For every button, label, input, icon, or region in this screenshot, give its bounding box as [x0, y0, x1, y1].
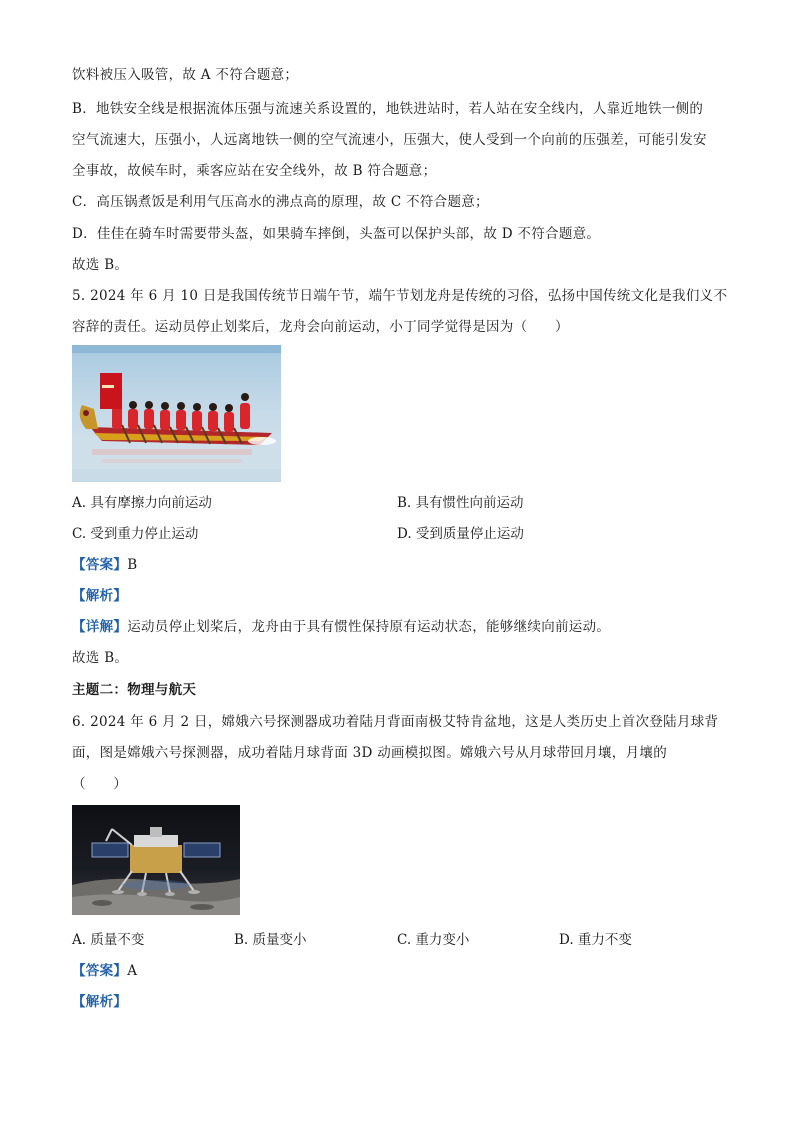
text-line: 故选 B。 — [72, 650, 129, 666]
text-line: B．地铁安全线是根据流体压强与流速关系设置的，地铁进站时，若人站在安全线内，人靠近地铁一侧的 — [72, 101, 704, 117]
text-line: 故选 B。 — [72, 257, 129, 273]
analysis-line — [72, 993, 127, 1011]
text-line: 全事故，故候车时，乘客应站在安全线外，故 B 符合题意； — [72, 163, 437, 179]
option-a: A. 具有摩擦力向前运动 — [72, 495, 212, 511]
text-line: D．佳佳在骑车时需要带头盔，如果骑车摔倒，头盔可以保护头部，故 D 不符合题意。 — [72, 226, 601, 242]
detail-line — [72, 618, 610, 636]
text-line: 空气流速大，压强小，人远离地铁一侧的空气流速小，压强大，使人受到一个向前的压强差，可能引发安 — [72, 132, 707, 148]
section-heading: 主题二：物理与航天 — [72, 682, 197, 698]
text-line: 饮料被压入吸管，故 A 不符合题意； — [72, 67, 299, 83]
question-6-stem: 面，图是嫦娥六号探测器，成功着陆月球背面 3D 动画模拟图。嫦娥六号从月球带回月壤，月壤的 — [72, 745, 667, 761]
answer-value: B — [127, 557, 138, 573]
answer-line — [72, 962, 137, 980]
dragon-boat-photo — [72, 345, 281, 482]
option-d: D. 受到质量停止运动 — [397, 526, 524, 542]
analysis-tag: 【解析】 — [72, 994, 128, 1010]
option-c: C. 受到重力停止运动 — [72, 526, 199, 542]
question-5-stem: 5. 2024 年 6 月 10 日是我国传统节日端午节，端午节划龙舟是传统的习俗，弘扬中国传统文化是我们义不 — [72, 288, 728, 304]
analysis-line — [72, 587, 127, 605]
answer-value: A — [127, 963, 138, 979]
detail-tag: 【详解】 — [72, 619, 128, 635]
option-b: B. 具有惯性向前运动 — [397, 495, 524, 511]
question-6-stem: 6. 2024 年 6 月 2 日，嫦娥六号探测器成功着陆月背面南极艾特肯盆地，这是人类历史上首次登陆月球背 — [72, 714, 719, 730]
answer-line — [72, 556, 137, 574]
answer-tag: 【答案】 — [72, 557, 128, 573]
option-a: A. 质量不变 — [72, 932, 145, 948]
option-b: B. 质量变小 — [234, 932, 307, 948]
detail-text: 运动员停止划桨后，龙舟由于具有惯性保持原有运动状态，能够继续向前运动。 — [127, 619, 611, 635]
text-line: C．高压锅煮饭是利用气压高水的沸点高的原理，故 C 不符合题意； — [72, 194, 489, 210]
analysis-tag: 【解析】 — [72, 588, 128, 604]
question-5-stem: 容辞的责任。运动员停止划桨后，龙舟会向前运动，小丁同学觉得是因为（ ） — [72, 319, 569, 335]
lunar-lander-image — [72, 805, 240, 915]
option-c: C. 重力变小 — [397, 932, 470, 948]
question-6-stem: （ ） — [72, 776, 128, 792]
option-d: D. 重力不变 — [559, 932, 632, 948]
answer-tag: 【答案】 — [72, 963, 128, 979]
